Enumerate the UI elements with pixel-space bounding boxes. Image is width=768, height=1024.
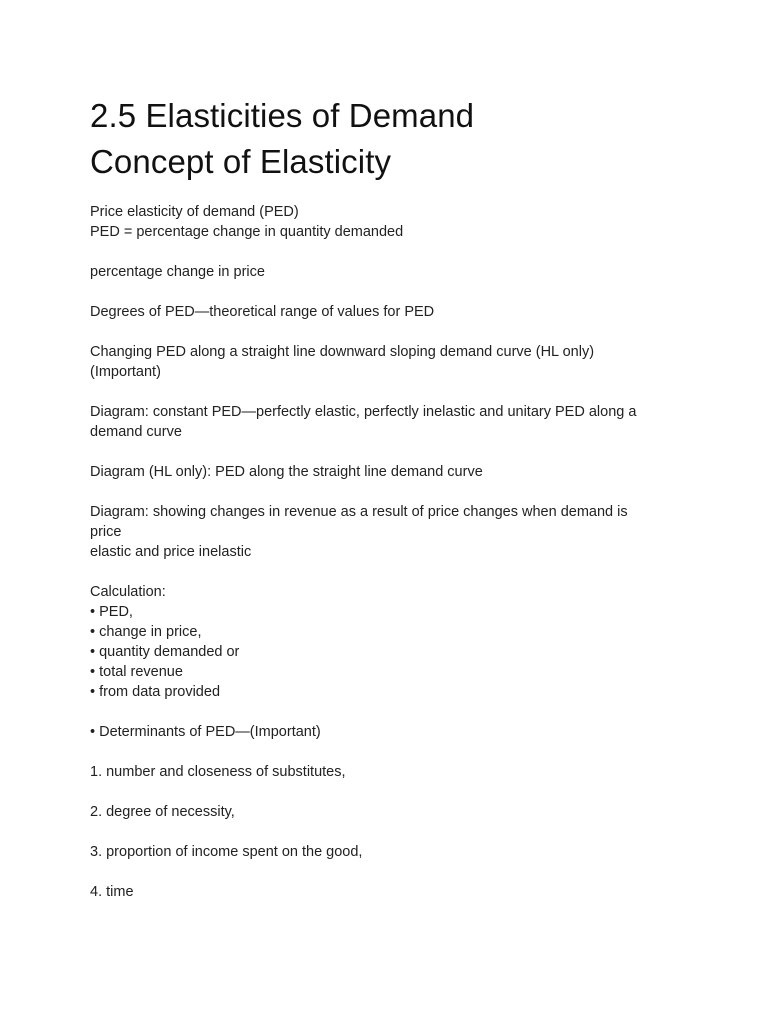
bullet-item: • quantity demanded or bbox=[90, 644, 240, 660]
document-page bbox=[90, 93, 690, 902]
bullet-item: • total revenue bbox=[90, 664, 183, 680]
text-line: Changing PED along a straight line downward sloping demand curve (HL only) bbox=[90, 344, 595, 360]
bullet-item: • change in price, bbox=[90, 624, 202, 640]
title-line: 2.5 Elasticities of Demand bbox=[90, 97, 475, 134]
text-line: Diagram: showing changes in revenue as a result of price changes when demand is bbox=[90, 504, 628, 520]
text-line: percentage change in price bbox=[90, 264, 265, 280]
blank-line bbox=[90, 322, 690, 342]
bullet-item: • Determinants of PED—(Important) bbox=[90, 724, 321, 740]
bullet-item: • from data provided bbox=[90, 684, 221, 700]
blank-line bbox=[90, 702, 690, 722]
bullet-item: • PED, bbox=[90, 604, 133, 620]
blank-line bbox=[90, 822, 690, 842]
text-line: Diagram: constant PED—perfectly elastic, perfectly inelastic and unitary PED along a bbox=[90, 404, 637, 420]
numbered-item: 1. number and closeness of substitutes, bbox=[90, 764, 346, 780]
document-body bbox=[90, 202, 690, 902]
blank-line bbox=[90, 782, 690, 802]
blank-line bbox=[90, 242, 690, 262]
text-line: (Important) bbox=[90, 364, 161, 380]
blank-line bbox=[90, 562, 690, 582]
numbered-item: 4. time bbox=[90, 884, 134, 900]
text-line: PED = percentage change in quantity demanded bbox=[90, 224, 404, 240]
text-line: price bbox=[90, 524, 122, 540]
document-title bbox=[90, 93, 690, 185]
blank-line bbox=[90, 382, 690, 402]
blank-line bbox=[90, 282, 690, 302]
text-line: Price elasticity of demand (PED) bbox=[90, 204, 299, 220]
text-line: Calculation: bbox=[90, 584, 166, 600]
subtitle-line: Concept of Elasticity bbox=[90, 143, 392, 180]
numbered-item: 3. proportion of income spent on the good, bbox=[90, 844, 363, 860]
text-line: demand curve bbox=[90, 424, 182, 440]
numbered-item: 2. degree of necessity, bbox=[90, 804, 235, 820]
blank-line bbox=[90, 482, 690, 502]
text-line: Degrees of PED—theoretical range of values for PED bbox=[90, 304, 435, 320]
blank-line bbox=[90, 862, 690, 882]
text-line: Diagram (HL only): PED along the straight line demand curve bbox=[90, 464, 483, 480]
blank-line bbox=[90, 742, 690, 762]
text-line: elastic and price inelastic bbox=[90, 544, 252, 560]
blank-line bbox=[90, 442, 690, 462]
